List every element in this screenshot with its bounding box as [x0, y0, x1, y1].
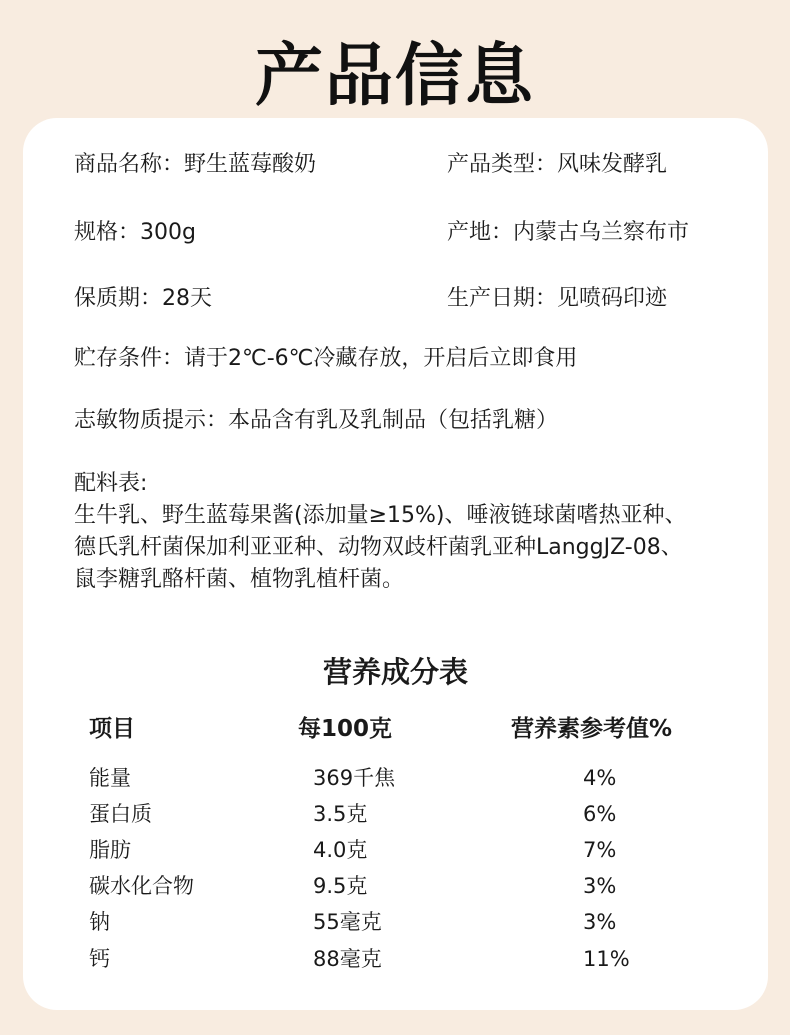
table-row [23, 763, 768, 799]
row-nrv: 7% [583, 838, 617, 862]
table-row [23, 835, 768, 871]
table-row [23, 799, 768, 835]
ingredients-line: 德氏乳杆菌保加利亚亚种、动物双歧杆菌乳亚种LanggJZ-08、 [74, 535, 683, 560]
page-title: 产品信息 [254, 37, 535, 116]
allergen-notice: 志敏物质提示：本品含有乳及乳制品（包括乳糖） [74, 408, 559, 433]
row-amount: 55毫克 [313, 910, 382, 934]
row-nrv: 3% [583, 874, 617, 898]
header-per-100g: 每100克 [298, 716, 393, 742]
row-item: 脂肪 [89, 838, 131, 862]
nutrition-title: 营养成分表 [322, 655, 468, 689]
row-item: 蛋白质 [89, 802, 152, 826]
ingredients-line: 生牛乳、野生蓝莓果酱(添加量≥15%)、唾液链球菌嗜热亚种、 [74, 503, 687, 528]
row-nrv: 11% [583, 947, 630, 971]
ingredients-section [74, 468, 754, 596]
production-date: 生产日期：见喷码印迹 [447, 286, 668, 311]
header-nrv: 营养素参考值% [511, 716, 673, 742]
product-type: 产品类型：风味发酵乳 [447, 152, 668, 177]
row-item: 碳水化合物 [89, 874, 194, 898]
info-card [23, 118, 768, 1010]
row-nrv: 6% [583, 802, 617, 826]
row-item: 钠 [89, 910, 110, 934]
row-amount: 3.5克 [313, 802, 368, 826]
ingredients-line: 鼠李糖乳酪杆菌、植物乳植杆菌。 [74, 567, 405, 592]
row-amount: 9.5克 [313, 874, 368, 898]
row-amount: 369千焦 [313, 766, 396, 790]
table-row [23, 907, 768, 943]
ingredients-label: 配料表: [74, 471, 148, 496]
table-row [23, 871, 768, 907]
storage-conditions: 贮存条件：请于2℃-6℃冷藏存放，开启后立即食用 [74, 346, 578, 371]
shelf-life: 保质期：28天 [74, 286, 212, 311]
product-name: 商品名称：野生蓝莓酸奶 [74, 152, 317, 177]
origin: 产地：内蒙古乌兰察布市 [447, 220, 690, 245]
row-nrv: 4% [583, 766, 617, 790]
spec: 规格：300g [74, 220, 196, 245]
table-row [23, 944, 768, 980]
row-amount: 4.0克 [313, 838, 368, 862]
row-amount: 88毫克 [313, 947, 382, 971]
row-nrv: 3% [583, 910, 617, 934]
row-item: 钙 [89, 947, 110, 971]
row-item: 能量 [89, 766, 131, 790]
header-item: 项目 [89, 716, 135, 742]
